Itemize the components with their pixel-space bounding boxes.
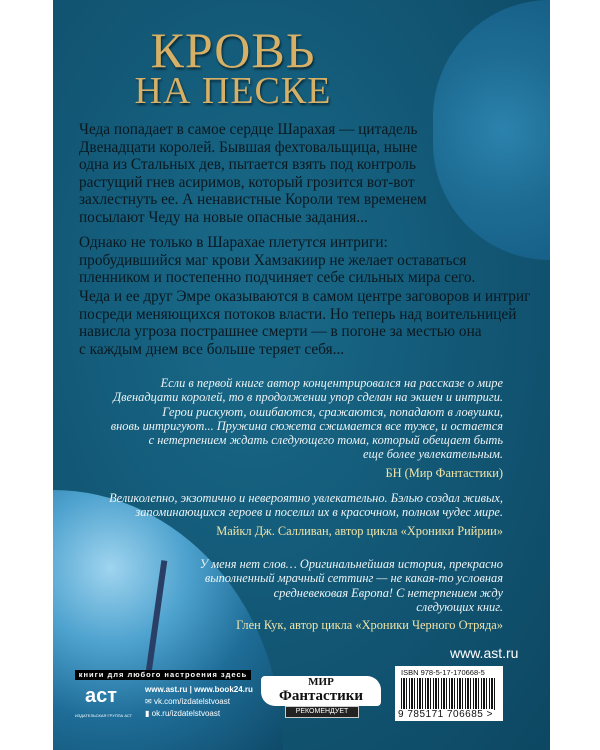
quote-attribution: Майкл Дж. Салливан, автор цикла «Хроники Рийрии» [216, 523, 503, 538]
quote-attribution: БН (Мир Фантастики) [385, 465, 503, 480]
review-quote [83, 491, 503, 538]
website-links[interactable]: www.ast.ru | www.book24.ru [145, 685, 253, 694]
text-line: пробудившийся маг крови Хамзакиир не желает оставаться [79, 251, 467, 269]
text-line: захлестнуть ее. А ненавистные Короли тем временем [79, 191, 427, 209]
description-paragraph [79, 234, 519, 287]
ok-icon: ▮ [145, 709, 152, 718]
text-line: растущий гнев асиримов, который грозится вот-вот [79, 173, 415, 191]
quote-line: запоминающихся героев и поселил их в красочном, полном чудес мире. [135, 505, 503, 520]
mf-recommends-badge: РЕКОМЕНДУЕТ [285, 706, 359, 718]
text-line: посреди меняющихся потоков власти. Но теперь над воительницей [79, 305, 517, 323]
mf-logo-line2: Фантастики [278, 688, 364, 704]
text-line: нависла угроза пострашнее смерти — в погоне за местью она [79, 323, 482, 341]
quote-line: с нетерпением ждать следующего тома, который обещает быть [148, 433, 503, 448]
quote-line: Герои рискуют, ошибаются, сражаются, попадают в ловушки, [162, 404, 503, 419]
review-quote [83, 557, 503, 632]
quote-line: выполненный мрачный сеттинг — не какая-то условная [204, 571, 503, 586]
mf-logo-line1: МИР [308, 676, 334, 688]
book-title-line1: КРОВЬ [150, 22, 316, 78]
quote-line: вновь интригуют... Пружина сюжета сжимается все туже, и остается [110, 418, 503, 433]
vk-icon: ✉ [145, 697, 154, 706]
barcode-digits: 9 785171 706685 > [398, 709, 493, 720]
mir-fantastiki-logo [261, 676, 381, 706]
ast-logo-subtitle: ИЗДАТЕЛЬСКАЯ ГРУППА АСТ [75, 713, 133, 718]
quote-line: следующих книг. [416, 599, 503, 614]
ast-logo: аст [85, 685, 118, 707]
quote-line: Двенадцати королей, то в продолжении упор сделан на экшен и интриги. [113, 390, 503, 405]
description-paragraph [79, 121, 519, 227]
review-quote [83, 376, 503, 480]
text-line: Чеда попадает в самое сердце Шарахая — цитадель [79, 121, 418, 138]
text-line: пленником и постепенно подчиняет себе сильных мира сего. [79, 269, 476, 287]
description-paragraph [79, 288, 531, 358]
quote-line: У меня нет слов… Оригинальнейшая история, прекрасно [199, 557, 503, 571]
book-title-line2: НА ПЕСКЕ [134, 70, 332, 112]
text-line: Однако не только в Шарахае плетутся интриги: [79, 234, 388, 251]
slogan-strip: книги для любого настроения здесь [75, 670, 251, 680]
text-line: одна из Стальных дев, пытается взять под контроль [79, 156, 416, 174]
quote-line: Если в первой книге автор концентрировался на рассказе о мире [160, 376, 503, 390]
book-back-cover [53, 0, 550, 750]
isbn-number: ISBN 978-5-17-170668-5 [401, 668, 485, 677]
vk-link[interactable]: vk.com/izdatelstvoast [153, 697, 230, 706]
text-line: Двенадцати королей. Бывшая фехтовальщица, ныне [79, 138, 418, 156]
quote-line: еще более увлекательным. [362, 447, 503, 462]
barcode-bars [401, 678, 495, 710]
quote-line: Великолепно, экзотично и невероятно увлекательно. Бэлью создал живых, [109, 491, 503, 505]
text-line: с каждым днем все больше теряет себя... [79, 340, 345, 358]
ok-link[interactable]: ok.ru/izdatelstvoast [151, 709, 221, 718]
isbn-barcode [395, 666, 503, 721]
quote-attribution: Глен Кук, автор цикла «Хроники Черного Отряда» [236, 618, 503, 633]
text-line: посылают Чеду на новые опасные задания... [79, 208, 368, 226]
text-line: Чеда и ее друг Эмре оказываются в самом центре заговоров и интриг [79, 288, 531, 305]
publisher-website[interactable]: www.ast.ru [450, 645, 519, 661]
quote-line: средневековая Европа! С нетерпением жду [273, 585, 503, 600]
publisher-links [145, 684, 253, 720]
